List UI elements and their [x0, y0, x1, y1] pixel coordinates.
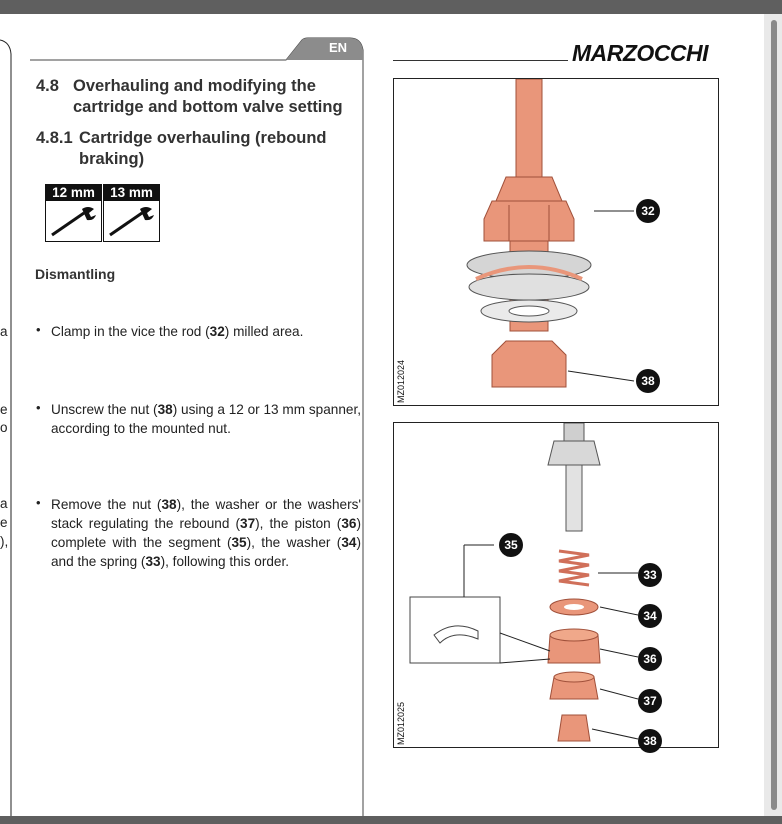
figure-code: MZ012025 — [396, 701, 406, 745]
section-title-line2: cartridge and bottom valve setting — [73, 98, 343, 116]
language-tab: EN — [328, 40, 348, 55]
header-rule — [393, 60, 568, 61]
callout-38: 38 — [638, 729, 662, 753]
figure-rod-clamp — [393, 78, 719, 406]
edge-fragment: ), — [0, 534, 9, 549]
exploded-parts-illustration — [394, 423, 718, 747]
section-title-line1: Overhauling and modifying the — [73, 77, 316, 95]
callout-34: 34 — [638, 604, 662, 628]
tool-size-label: 12 mm — [46, 185, 101, 201]
callout-33: 33 — [638, 563, 662, 587]
callout-38: 38 — [636, 369, 660, 393]
dismantling-heading: Dismantling — [35, 266, 116, 282]
figure-exploded-parts — [393, 422, 719, 748]
callout-35: 35 — [499, 533, 523, 557]
bullet-icon: • — [36, 495, 41, 510]
subsection-title-line2: braking) — [79, 150, 145, 168]
tool-size-label: 13 mm — [104, 185, 159, 201]
tool-13mm — [103, 184, 160, 242]
manual-page — [0, 14, 764, 816]
step-3: Remove the nut (38), the washer or the washers' stack regulating the rebound (37), the piston (36) complete with the segment (35), the washer (34) and the spring (33), following this order. — [51, 497, 361, 569]
subsection-title-line1: Cartridge overhauling (rebound — [79, 129, 327, 147]
edge-fragment: a — [0, 496, 8, 511]
spanner-icon — [106, 203, 156, 239]
subsection-number: 4.8.1 — [36, 129, 73, 147]
bullet-icon: • — [36, 322, 41, 337]
callout-37: 37 — [638, 689, 662, 713]
step-2: Unscrew the nut (38) using a 12 or 13 mm spanner, according to the mounted nut. — [51, 402, 361, 436]
edge-fragment: e — [0, 515, 8, 530]
scrollbar-thumb[interactable] — [771, 20, 777, 810]
step-1: Clamp in the vice the rod (32) milled area. — [51, 324, 304, 339]
callout-32: 32 — [636, 199, 660, 223]
figure-code: MZ012024 — [396, 359, 406, 403]
bullet-icon: • — [36, 400, 41, 415]
edge-fragment: o — [0, 420, 8, 435]
rod-assembly-illustration — [394, 79, 718, 405]
spanner-icon — [48, 203, 98, 239]
section-number: 4.8 — [36, 77, 59, 95]
tool-12mm — [45, 184, 102, 242]
callout-36: 36 — [638, 647, 662, 671]
edge-fragment: a — [0, 324, 8, 339]
edge-fragment: e — [0, 402, 8, 417]
page-scrollbar[interactable] — [764, 14, 782, 816]
brand-logo: MARZOCCHI — [572, 40, 709, 66]
